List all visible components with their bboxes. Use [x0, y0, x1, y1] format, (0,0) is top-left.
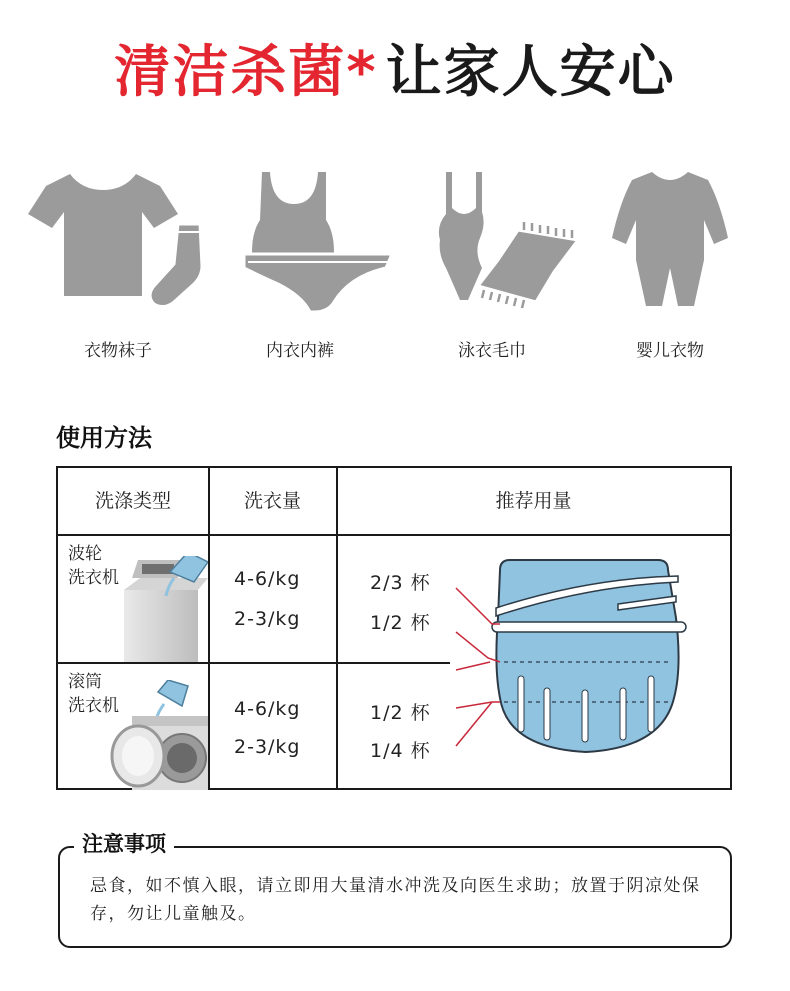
category-underwear — [210, 168, 390, 368]
measuring-cup-diagram — [448, 558, 698, 758]
row-type-toploader — [68, 542, 119, 590]
load-value: 2-3/kg — [234, 736, 301, 758]
dose-value: 1/2 杯 — [370, 702, 431, 724]
category-swimwear-towel — [402, 168, 582, 368]
category-label: 泳衣毛巾 — [458, 341, 526, 361]
type-line: 波轮 — [68, 544, 102, 564]
notice-title: 注意事项 — [74, 830, 174, 858]
swimsuit-towel-icon — [402, 168, 582, 318]
category-baby-clothes — [580, 168, 760, 368]
header-dose: 推荐用量 — [495, 490, 572, 512]
row-divider — [58, 662, 450, 664]
headline-highlight: 清洁杀菌* — [114, 40, 378, 105]
load-value: 2-3/kg — [234, 608, 301, 630]
front-loading-washer-icon — [92, 680, 208, 790]
headline — [0, 38, 790, 108]
category-clothes-socks — [28, 168, 208, 368]
category-label: 内衣内裤 — [266, 341, 334, 361]
header-type: 洗涤类型 — [94, 490, 171, 512]
header-load: 洗衣量 — [243, 490, 301, 512]
baby-onesie-icon — [580, 168, 760, 318]
underwear-icon — [210, 168, 390, 318]
usage-title: 使用方法 — [56, 424, 152, 452]
headline-rest: 让家人安心 — [385, 40, 676, 105]
notice-text: 忌食，如不慎入眼，请立即用大量清水冲洗及向医生求助；放置于阴凉处保存，勿让儿童触及。 — [90, 876, 701, 924]
usage-table — [56, 466, 732, 790]
dose-value: 1/2 杯 — [370, 612, 431, 634]
load-value: 4-6/kg — [234, 568, 301, 590]
top-loading-washer-icon — [118, 556, 208, 662]
tshirt-sock-icon — [28, 168, 208, 318]
dose-value: 2/3 杯 — [370, 572, 431, 594]
type-line: 洗衣机 — [68, 568, 119, 588]
type-line: 洗衣机 — [68, 696, 119, 716]
header-divider — [58, 534, 730, 536]
category-label: 婴儿衣物 — [636, 341, 704, 361]
dose-value: 1/4 杯 — [370, 740, 431, 762]
type-line: 滚筒 — [68, 672, 102, 692]
category-label: 衣物袜子 — [84, 341, 152, 361]
load-value: 4-6/kg — [234, 698, 301, 720]
